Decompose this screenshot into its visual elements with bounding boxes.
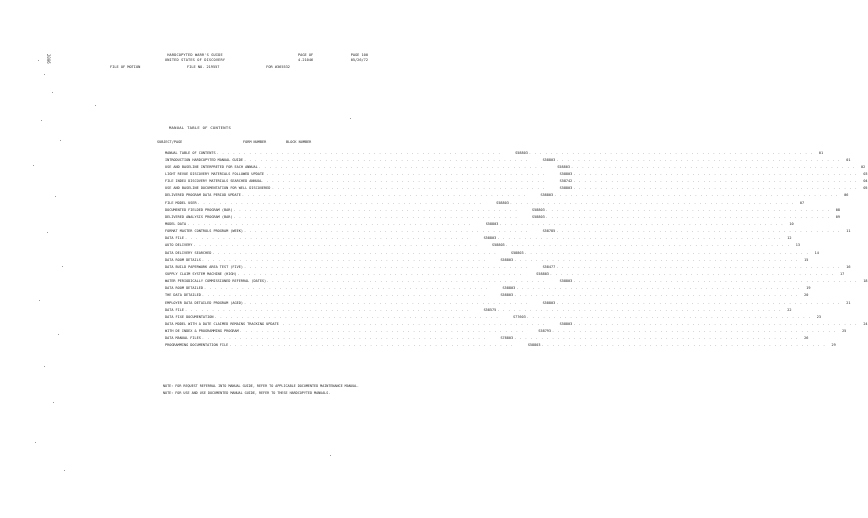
leader-dots: . . . . . . . . . . . . . . . . . . . . . . . . . . . . . . . . . . . . . . . . . . . . . . . . . . . . . [212, 250, 497, 255]
row-subject: DATA MANUAL FILES [165, 336, 201, 341]
row-subject: DELIVERED ANALYSIS PROGRAM (BAR) [165, 214, 233, 219]
scan-speck [38, 60, 39, 61]
scan-speck [53, 402, 54, 403]
row-form-number: S58477 [542, 264, 556, 269]
row-subject: PROGRAMMING DOCUMENTATION FILE [165, 343, 229, 348]
leader-dots: . . . . . . . . . . . . . . . . . . . . . . . . . . . . . . . . . . . . . . . . . . . . . . . . . . . . . [261, 179, 546, 184]
contents-row [165, 270, 845, 277]
row-block-number: 10 [789, 221, 794, 226]
header-file-label: FILE OF MOTION [110, 65, 141, 69]
leader-dots: . . . . . . . . . . . . . . . . . . . . . . . . . . . . . . . . . . . . . . . . . . . . . . . . . . . . . [545, 214, 830, 219]
contents-list [165, 149, 868, 349]
scan-speck [52, 92, 53, 93]
scan-speck [58, 334, 59, 335]
contents-row [165, 328, 847, 335]
leader-dots: . . . . . . . . . . . . . . . . . . . . . . . . . . . . . . . . . . . . . . . . . . . . . . . . . . . . . [528, 150, 814, 155]
row-subject: DATA DELIVERY SEARCHED [165, 250, 212, 255]
leader-dots: . . . . . . . . . . . . . . . . . . . . . . . . . . . . . . . . . . . . . . . . . . . . . . . . . . . . . [201, 293, 487, 298]
row-block-number: 14 [814, 250, 819, 255]
leader-dots: . . . . . . . . . . . . . . . . . . . . . . . . . . . . . . . . . . . . . . . . . . . . . . . . . . . . . [184, 307, 470, 312]
row-block-number: 01 [846, 157, 851, 162]
row-subject: THE DATA DETAILED [165, 293, 201, 298]
row-subject: WATER PERIODICALLY COMMISSIONED REFERRAL (DATES) [165, 279, 267, 284]
row-block-number: 02 [861, 164, 866, 169]
header-date: 05/26/72 [350, 58, 368, 62]
contents-row [165, 156, 851, 163]
leader-dots: . . . . . . . . . . . . . . . . . . . . . . . . . . . . . . . . . . . . . . . . . . . . . . . . . . . . . [556, 229, 841, 234]
leader-dots: . . . . . . . . . . . . . . . . . . . . . . . . . . . . . . . . . . . . . . . . . . . . . . . . . . . . . [229, 343, 514, 348]
contents-row [165, 220, 794, 227]
row-form-number: S58803 [492, 243, 505, 248]
row-subject: WITH DE INDEX & PROGRAMMING PROGRAM [165, 329, 239, 334]
scan-speck [33, 165, 34, 166]
row-block-number: 05 [863, 186, 868, 191]
row-subject: DATA BUILD PAPERWORK AREA TEST (FIVE) [165, 264, 243, 269]
row-block-number: 24 [863, 321, 868, 326]
row-form-number: S58803 [500, 257, 514, 262]
row-form-number: S58803 [557, 164, 570, 169]
row-subject: MANUAL TABLE OF CONTENTS [165, 150, 216, 155]
row-subject: DELIVERED PROGRAM DATA PERIOD UPDATE [165, 193, 241, 198]
contents-row [165, 178, 868, 185]
margin-mark: 2006 [46, 54, 51, 64]
row-form-number: S58803 [559, 321, 573, 326]
row-subject: DATA ROOM DETAILS [165, 257, 201, 262]
row-subject: EMPLOYER DATA DETAILED PROGRAM (AGED) [165, 300, 243, 305]
scan-speck [64, 470, 65, 471]
row-form-number: S58803 [483, 236, 497, 241]
contents-row [165, 249, 819, 256]
leader-dots: . . . . . . . . . . . . . . . . . . . . . . . . . . . . . . . . . . . . . . . . . . . . . . . . . . . . . [201, 257, 487, 262]
contents-row [165, 242, 800, 249]
leader-dots: . . . . . . . . . . . . . . . . . . . . . . . . . . . . . . . . . . . . . . . . . . . . . . . . . . . . . [541, 343, 826, 348]
leader-dots: . . . . . . . . . . . . . . . . . . . . . . . . . . . . . . . . . . . . . . . . . . . . . . . . . . . . . [243, 300, 529, 305]
row-block-number: 21 [846, 300, 851, 305]
leader-dots: . . . . . . . . . . . . . . . . . . . . . . . . . . . . . . . . . . . . . . . . . . . . . . . . . . . . . [524, 250, 809, 255]
leader-dots: . . . . . . . . . . . . . . . . . . . . . . . . . . . . . . . . . . . . . . . . . . . . . . . . . . . . . [549, 271, 835, 276]
row-subject: MODEL DATA [165, 221, 187, 226]
leader-dots: . . . . . . . . . . . . . . . . . . . . . . . . . . . . . . . . . . . . . . . . . . . . . . . . . . . . . [201, 336, 487, 341]
leader-dots: . . . . . . . . . . . . . . . . . . . . . . . . . . . . . . . . . . . . . . . . . . . . . . . . . . . . . [261, 279, 546, 284]
row-form-number: S58803 [536, 271, 549, 276]
row-form-number: S58803 [559, 279, 573, 284]
leader-dots: . . . . . . . . . . . . . . . . . . . . . . . . . . . . . . . . . . . . . . . . . . . . . . . . . . . . . [214, 314, 499, 319]
contents-row [165, 306, 792, 313]
row-block-number: 20 [804, 293, 809, 298]
leader-dots: . . . . . . . . . . . . . . . . . . . . . . . . . . . . . . . . . . . . . . . . . . . . . . . . . . . . . [237, 271, 522, 276]
leader-dots: . . . . . . . . . . . . . . . . . . . . . . . . . . . . . . . . . . . . . . . . . . . . . . . . . . . . . [193, 243, 478, 248]
scan-speck [41, 120, 42, 121]
row-block-number: 07 [799, 200, 805, 205]
leader-dots: . . . . . . . . . . . . . . . . . . . . . . . . . . . . . . . . . . . . . . . . . . . . . . . . . . . . . [514, 336, 799, 341]
contents-row [165, 235, 792, 242]
row-block-number: 25 [842, 329, 847, 334]
row-form-number: S58803 [532, 207, 545, 212]
leader-dots: . . . . . . . . . . . . . . . . . . . . . . . . . . . . . . . . . . . . . . . . . . . . . . . . . . . . . [497, 236, 782, 241]
row-subject: LIGHT REVUE DISCOVERY MATERIALS FOLLOWED UPDATE [165, 171, 265, 176]
row-block-number: 04 [863, 179, 868, 184]
row-block-number: 12 [787, 236, 792, 241]
row-subject: FILE MODEL USER [165, 200, 197, 205]
leader-dots: . . . . . . . . . . . . . . . . . . . . . . . . . . . . . . . . . . . . . . . . . . . . . . . . . . . . . [239, 329, 525, 334]
scan-speck [39, 300, 40, 301]
row-subject: INTRODUCTION HARDCOPYTED MANUAL GUIDE [165, 157, 243, 162]
leader-dots: . . . . . . . . . . . . . . . . . . . . . . . . . . . . . . . . . . . . . . . . . . . . . . . . . . . . . [261, 186, 546, 191]
leader-dots: . . . . . . . . . . . . . . . . . . . . . . . . . . . . . . . . . . . . . . . . . . . . . . . . . . . . . [233, 214, 518, 219]
row-block-number: 08 [835, 207, 840, 212]
leader-dots: . . . . . . . . . . . . . . . . . . . . . . . . . . . . . . . . . . . . . . . . . . . . . . . . . . . . . [556, 264, 841, 269]
leader-dots: . . . . . . . . . . . . . . . . . . . . . . . . . . . . . . . . . . . . . . . . . . . . . . . . . . . . . [233, 207, 518, 212]
leader-dots: . . . . . . . . . . . . . . . . . . . . . . . . . . . . . . . . . . . . . . . . . . . . . . . . . . . . . [497, 307, 782, 312]
scan-speck [95, 105, 96, 106]
footnote-2: NOTE: FOR USE AND USE DOCUMENTED MANUAL GUIDE, REFER TO THESE HARDCOPYTED MANUALS. [163, 390, 331, 395]
leader-dots: . . . . . . . . . . . . . . . . . . . . . . . . . . . . . . . . . . . . . . . . . . . . . . . . . . . . . [203, 286, 489, 291]
row-form-number: S58575 [483, 307, 497, 312]
row-block-number: 19 [806, 286, 811, 291]
row-form-number: S78803 [500, 336, 514, 341]
leader-dots: . . . . . . . . . . . . . . . . . . . . . . . . . . . . . . . . . . . . . . . . . . . . . . . . . . . . . [573, 279, 858, 284]
header-doc-code: 4.21046 [298, 58, 314, 62]
leader-dots: . . . . . . . . . . . . . . . . . . . . . . . . . . . . . . . . . . . . . . . . . . . . . . . . . . . . . [573, 179, 858, 184]
row-block-number: 17 [839, 271, 845, 276]
row-subject: DATA MODEL WITH A DATE CLAIMED REMAINS TRACKING UPDATE [165, 321, 279, 326]
column-header-block-number: BLOCK NUMBER [286, 140, 312, 144]
contents-row [165, 256, 809, 263]
column-header-form-number: FORM NUMBER [243, 140, 267, 144]
row-form-number: S58803 [527, 343, 541, 348]
scan-speck [35, 442, 36, 443]
header-page-label: PAGE OF [298, 53, 314, 57]
row-block-number: 29 [831, 343, 836, 348]
leader-dots: . . . . . . . . . . . . . . . . . . . . . . . . . . . . . . . . . . . . . . . . . . . . . . . . . . . . . [258, 164, 543, 169]
row-block-number: 01 [818, 150, 824, 155]
row-form-number: S58803 [532, 214, 545, 219]
contents-row [165, 149, 824, 156]
leader-dots: . . . . . . . . . . . . . . . . . . . . . . . . . . . . . . . . . . . . . . . . . . . . . . . . . . . . . [526, 314, 811, 319]
leader-dots: . . . . . . . . . . . . . . . . . . . . . . . . . . . . . . . . . . . . . . . . . . . . . . . . . . . . . [187, 221, 472, 226]
leader-dots: . . . . . . . . . . . . . . . . . . . . . . . . . . . . . . . . . . . . . . . . . . . . . . . . . . . . . [556, 157, 841, 162]
row-block-number: 13 [795, 243, 800, 248]
row-form-number: S58742 [559, 179, 573, 184]
header-line-2: UNITED STATES OF DISCOVERY [164, 57, 226, 62]
row-subject: DATA ROOM DETAILED [165, 286, 203, 291]
leader-dots: . . . . . . . . . . . . . . . . . . . . . . . . . . . . . . . . . . . . . . . . . . . . . . . . . . . . . [552, 329, 837, 334]
row-subject: DATA FILE [165, 236, 184, 241]
leader-dots: . . . . . . . . . . . . . . . . . . . . . . . . . . . . . . . . . . . . . . . . . . . . . . . . . . . . . [516, 286, 801, 291]
header-file-number: FILE NO. 219557 [187, 65, 220, 69]
contents-row [165, 213, 840, 220]
header-form-ref: FOR #365532 [266, 65, 290, 69]
row-form-number: S58785 [542, 229, 556, 234]
row-form-number: S58803 [559, 186, 573, 191]
contents-row [165, 228, 851, 235]
leader-dots: . . . . . . . . . . . . . . . . . . . . . . . . . . . . . . . . . . . . . . . . . . . . . . . . . . . . . [554, 193, 839, 198]
row-form-number: S58803 [559, 171, 573, 176]
contents-row [165, 199, 805, 206]
row-block-number: 11 [846, 229, 851, 234]
leader-dots: . . . . . . . . . . . . . . . . . . . . . . . . . . . . . . . . . . . . . . . . . . . . . . . . . . . . . [261, 321, 546, 326]
leader-dots: . . . . . . . . . . . . . . . . . . . . . . . . . . . . . . . . . . . . . . . . . . . . . . . . . . . . . [573, 186, 858, 191]
scan-speck [44, 74, 45, 75]
contents-row [165, 170, 868, 177]
row-form-number: S58803 [502, 286, 516, 291]
contents-row [165, 335, 809, 342]
row-form-number: S77603 [513, 314, 526, 319]
row-form-number: S58793 [538, 329, 552, 334]
contents-row [165, 185, 868, 192]
contents-row [165, 342, 836, 349]
contents-row [165, 292, 809, 299]
contents-row [165, 163, 866, 170]
row-subject: DOCUMENTED FIELDED PROGRAM (BAR) [165, 207, 233, 212]
scan-speck [330, 455, 331, 456]
contents-row [165, 206, 840, 213]
leader-dots: . . . . . . . . . . . . . . . . . . . . . . . . . . . . . . . . . . . . . . . . . . . . . . . . . . . . . [514, 293, 799, 298]
leader-dots: . . . . . . . . . . . . . . . . . . . . . . . . . . . . . . . . . . . . . . . . . . . . . . . . . . . . . [241, 193, 527, 198]
row-form-number: S58803 [515, 150, 528, 155]
row-block-number: 16 [846, 264, 851, 269]
row-block-number: 09 [835, 214, 840, 219]
row-subject: FORMAT MASTER CONTROLS PROGRAM (WEEK) [165, 229, 243, 234]
scan-speck [62, 266, 63, 267]
row-block-number: 06 [844, 193, 849, 198]
row-form-number: S58803 [500, 293, 514, 298]
scan-speck [47, 232, 48, 233]
leader-dots: . . . . . . . . . . . . . . . . . . . . . . . . . . . . . . . . . . . . . . . . . . . . . . . . . . . . . [514, 257, 799, 262]
contents-row [165, 192, 849, 199]
row-form-number: S58803 [496, 200, 509, 205]
row-form-number: S58803 [542, 300, 556, 305]
header-line-1: HARDCOPYTED WARR'S GUIDE [167, 53, 223, 57]
leader-dots: . . . . . . . . . . . . . . . . . . . . . . . . . . . . . . . . . . . . . . . . . . . . . . . . . . . . . [243, 264, 529, 269]
row-form-number: S58803 [542, 157, 556, 162]
contents-row [165, 263, 851, 270]
row-form-number: S58803 [510, 250, 524, 255]
leader-dots: . . . . . . . . . . . . . . . . . . . . . . . . . . . . . . . . . . . . . . . . . . . . . . . . . . . . . [243, 229, 529, 234]
scan-speck [350, 118, 351, 119]
contents-row [165, 313, 821, 320]
row-subject: FILE INDEX DISCOVERY MATERIALS SEARCHED ANNUAL [165, 179, 262, 184]
contents-row [165, 320, 868, 327]
leader-dots: . . . . . . . . . . . . . . . . . . . . . . . . . . . . . . . . . . . . . . . . . . . . . . . . . . . . . [243, 157, 529, 162]
contents-row [165, 278, 868, 285]
page-title: MANUAL TABLE OF CONTENTS [168, 125, 232, 130]
header-page-number: PAGE 100 [350, 53, 368, 57]
row-block-number: 22 [787, 307, 792, 312]
leader-dots: . . . . . . . . . . . . . . . . . . . . . . . . . . . . . . . . . . . . . . . . . . . . . . . . . . . . . [505, 243, 790, 248]
header-page-info [298, 53, 368, 63]
scan-speck [44, 366, 45, 367]
leader-dots: . . . . . . . . . . . . . . . . . . . . . . . . . . . . . . . . . . . . . . . . . . . . . . . . . . . . . [545, 207, 830, 212]
leader-dots: . . . . . . . . . . . . . . . . . . . . . . . . . . . . . . . . . . . . . . . . . . . . . . . . . . . . . [573, 171, 858, 176]
row-subject: DATA FILE [165, 307, 184, 312]
row-subject: SUPPLY CLAIM SYSTEM MACHINE (HIGH) [165, 271, 237, 276]
leader-dots: . . . . . . . . . . . . . . . . . . . . . . . . . . . . . . . . . . . . . . . . . . . . . . . . . . . . . [570, 164, 856, 169]
row-subject: USE AND BASELINE DOCUMENTATION FOR WELL DISCOVERED [165, 186, 271, 191]
document-header [120, 53, 270, 62]
column-header-subject: SUBJECT/PAGE [157, 140, 183, 144]
leader-dots: . . . . . . . . . . . . . . . . . . . . . . . . . . . . . . . . . . . . . . . . . . . . . . . . . . . . . [509, 200, 795, 205]
row-block-number: 23 [816, 314, 821, 319]
scan-speck [55, 196, 56, 197]
row-block-number: 15 [804, 257, 809, 262]
leader-dots: . . . . . . . . . . . . . . . . . . . . . . . . . . . . . . . . . . . . . . . . . . . . . . . . . . . . . [216, 150, 501, 155]
leader-dots: . . . . . . . . . . . . . . . . . . . . . . . . . . . . . . . . . . . . . . . . . . . . . . . . . . . . . [197, 200, 482, 205]
leader-dots: . . . . . . . . . . . . . . . . . . . . . . . . . . . . . . . . . . . . . . . . . . . . . . . . . . . . . [556, 300, 841, 305]
contents-row [165, 285, 811, 292]
leader-dots: . . . . . . . . . . . . . . . . . . . . . . . . . . . . . . . . . . . . . . . . . . . . . . . . . . . . . [499, 221, 784, 226]
footnote-1: NOTE: FOR REQUEST REFERRAL INTO MANUAL GUIDE, REFER TO APPLICABLE DOCUMENTED MAINTENANCE MANUAL. [163, 384, 359, 388]
row-block-number: 18 [863, 279, 868, 284]
contents-row [165, 299, 851, 306]
row-subject: USE AND BASELINE INTERPRETED FOR EACH ANNUAL [165, 164, 258, 169]
leader-dots: . . . . . . . . . . . . . . . . . . . . . . . . . . . . . . . . . . . . . . . . . . . . . . . . . . . . . [184, 236, 470, 241]
scan-speck [60, 140, 61, 141]
row-block-number: 26 [804, 336, 809, 341]
row-form-number: S58803 [485, 221, 499, 226]
row-block-number: 03 [863, 171, 868, 176]
row-form-number: S58803 [540, 193, 554, 198]
header-reference-line [110, 65, 290, 69]
row-subject: DATA FIXE DOCUMENTATION [165, 314, 214, 319]
footnotes [163, 383, 373, 396]
leader-dots: . . . . . . . . . . . . . . . . . . . . . . . . . . . . . . . . . . . . . . . . . . . . . . . . . . . . . [261, 171, 546, 176]
row-subject: AUTO DELIVERY [165, 243, 193, 248]
leader-dots: . . . . . . . . . . . . . . . . . . . . . . . . . . . . . . . . . . . . . . . . . . . . . . . . . . . . . [573, 321, 858, 326]
